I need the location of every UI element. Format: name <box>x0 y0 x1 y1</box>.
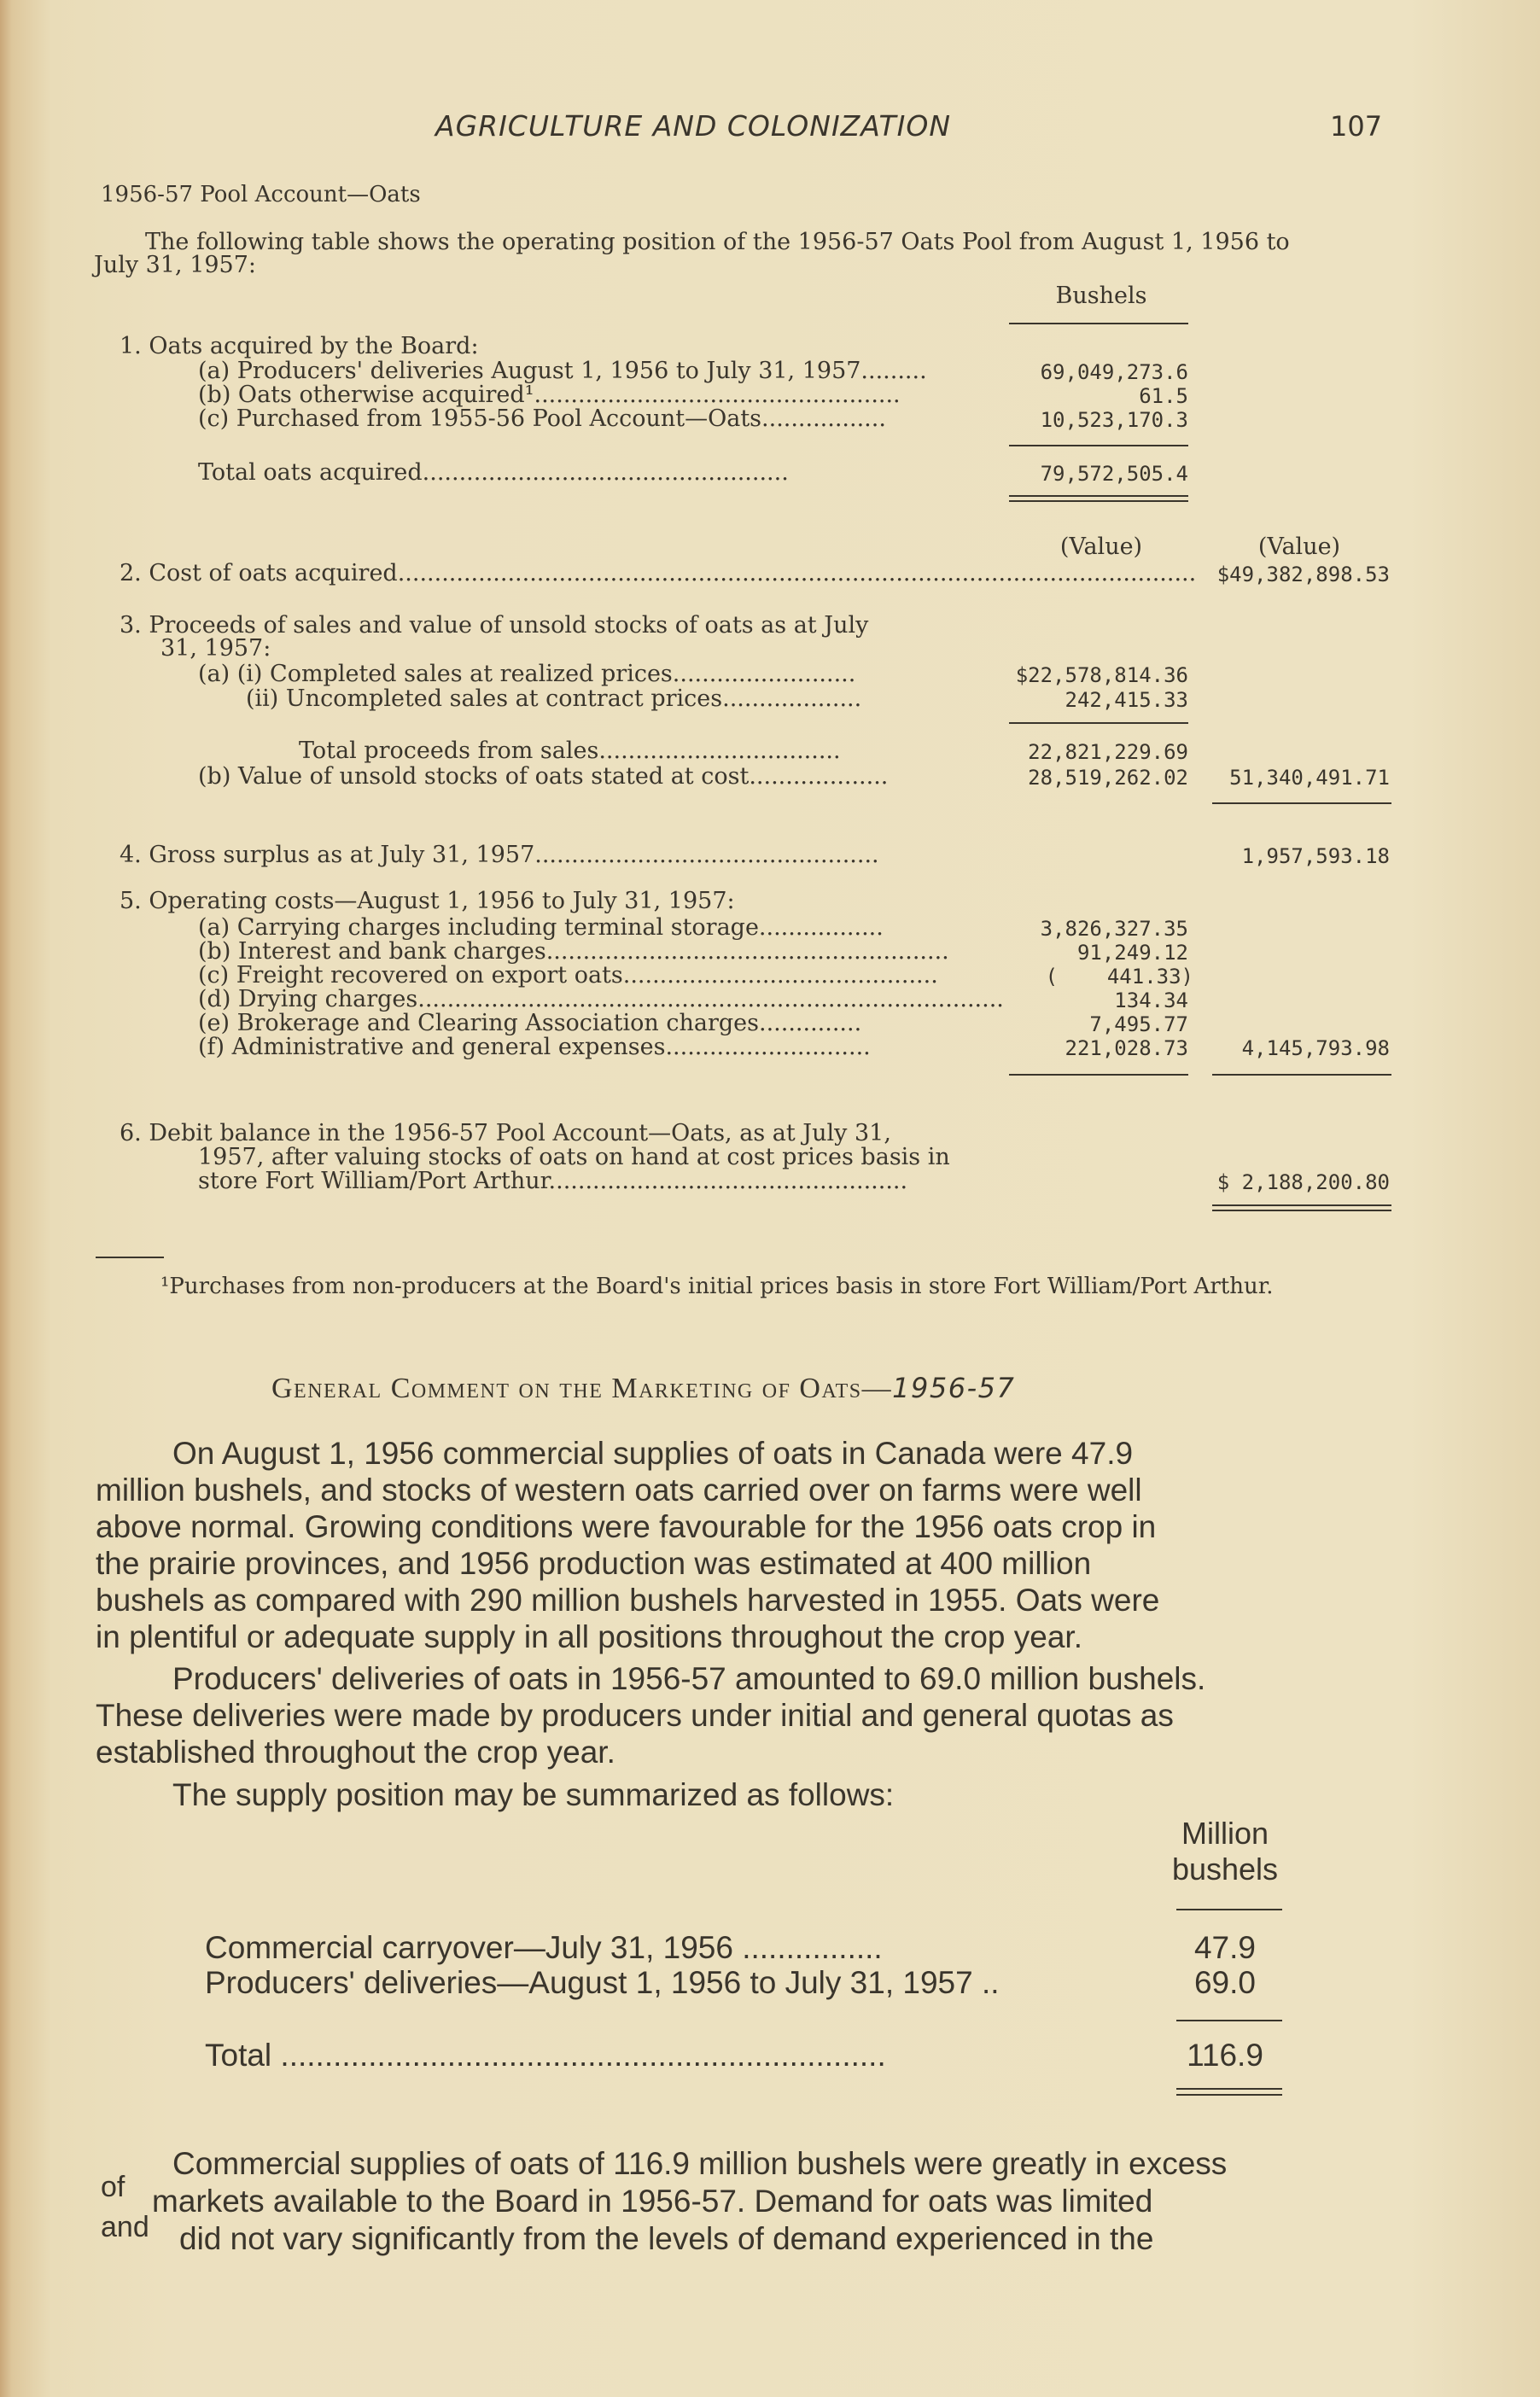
item3-aii-label: (ii) Uncompleted sales at contract prices................... <box>246 685 862 712</box>
col-header-bushels: Bushels <box>1055 283 1147 309</box>
item5-row-e-value: 7,495.77 <box>1089 1012 1188 1036</box>
para2-line2: These deliveries were made by producers under initial and general quotas as <box>96 1698 1174 1733</box>
item2-label: 2. Cost of oats acquired............................................................................................................. <box>120 560 1197 586</box>
item6-value: $ 2,188,200.80 <box>1216 1170 1390 1194</box>
para1-line2: million bushels, and stocks of western oats carried over on farms were well <box>96 1473 1142 1508</box>
para3: The supply position may be summarized as follows: <box>172 1777 895 1812</box>
item2-value: $49,382,898.53 <box>1216 563 1390 586</box>
item3-b-value: 28,519,262.02 <box>1028 766 1188 790</box>
running-header: AGRICULTURE AND COLONIZATION <box>435 109 952 143</box>
para1-line1: On August 1, 1956 commercial supplies of oats in Canada were 47.9 <box>172 1436 1134 1471</box>
rule <box>1009 495 1188 497</box>
supply-col-header-2: bushels <box>1171 1852 1279 1887</box>
item5-row-a-label: (a) Carrying charges including terminal storage................. <box>198 914 884 941</box>
rule <box>1009 445 1188 446</box>
item5-label: 5. Operating costs—August 1, 1956 to July 31, 1957: <box>120 888 735 914</box>
section-title: 1956-57 Pool Account—Oats <box>101 182 421 207</box>
item1-row-a-value: 69,049,273.6 <box>1040 360 1188 384</box>
item3-b-total: 51,340,491.71 <box>1229 766 1390 790</box>
item3-ai-value: $22,578,814.36 <box>1015 663 1188 687</box>
item3-b-label: (b) Value of unsold stocks of oats stated at cost................... <box>198 763 889 790</box>
para2-line1: Producers' deliveries of oats in 1956-57 amounted to 69.0 million bushels. <box>172 1661 1206 1696</box>
rule <box>1212 1210 1391 1211</box>
col-header-value-2: (Value) <box>1257 534 1341 560</box>
item3-label-line2: 31, 1957: <box>160 635 271 662</box>
para2-line3: established throughout the crop year. <box>96 1735 615 1770</box>
item5-row-f-value: 221,028.73 <box>1065 1036 1188 1060</box>
item5-row-e-label: (e) Brokerage and Clearing Association charges.............. <box>198 1010 862 1036</box>
intro-line-2: July 31, 1957: <box>94 252 257 278</box>
rule <box>1009 323 1188 324</box>
supply-row-2-label: Producers' deliveries—August 1, 1956 to July 31, 1957 .. <box>205 1965 1000 2000</box>
closing-margin-and: and <box>101 2211 149 2243</box>
item5-row-f-label: (f) Administrative and general expenses............................ <box>198 1034 871 1060</box>
item1-row-b-label: (b) Oats otherwise acquired¹.................................................. <box>198 382 901 408</box>
item5-row-c-label: (c) Freight recovered on export oats........................................... <box>198 962 938 989</box>
rule <box>1212 1074 1391 1076</box>
item3-total-label: Total proceeds from sales................................. <box>299 738 841 764</box>
page-number: 107 <box>1330 110 1383 143</box>
item3-aii-value: 242,415.33 <box>1065 688 1188 712</box>
para1-line6: in plentiful or adequate supply in all positions throughout the crop year. <box>96 1619 1082 1654</box>
rule <box>1212 802 1391 804</box>
closing-line2: markets available to the Board in 1956-57. Demand for oats was limited <box>152 2184 1153 2219</box>
supply-total-value: 116.9 <box>1187 2038 1263 2073</box>
rule <box>1009 722 1188 724</box>
item1-row-c-value: 10,523,170.3 <box>1040 408 1188 432</box>
para1-line5: bushels as compared with 290 million bushels harvested in 1955. Oats were <box>96 1583 1160 1618</box>
item3-ai-label: (a) (i) Completed sales at realized prices......................... <box>198 661 856 687</box>
item6-line2: 1957, after valuing stocks of oats on hand at cost prices basis in <box>198 1144 950 1170</box>
item1-row-c-label: (c) Purchased from 1955-56 Pool Account—Oats................. <box>198 405 886 432</box>
footnote: ¹Purchases from non-producers at the Board's initial prices basis in store Fort William/Port Arthur. <box>160 1274 1274 1299</box>
closing-line3: did not vary significantly from the levels of demand experienced in the <box>179 2221 1154 2256</box>
item5-row-d-label: (d) Drying charges................................................................................ <box>198 986 1004 1012</box>
item4-value: 1,957,593.18 <box>1241 844 1390 868</box>
item5-row-b-value: 91,249.12 <box>1076 941 1188 965</box>
item1-label: 1. Oats acquired by the Board: <box>120 333 479 359</box>
footnote-rule <box>96 1257 164 1258</box>
item5-row-b-label: (b) Interest and bank charges....................................................... <box>198 938 949 965</box>
item5-total: 4,145,793.98 <box>1241 1036 1390 1060</box>
rule <box>1176 2020 1282 2021</box>
supply-total-label: Total ..................................................................... <box>205 2038 886 2073</box>
item3-label-line1: 3. Proceeds of sales and value of unsold stocks of oats as at July <box>120 612 869 639</box>
supply-col-header-1: Million <box>1181 1816 1269 1851</box>
comment-heading-text: General Comment on the Marketing of Oats— <box>271 1373 893 1404</box>
col-header-value-1: (Value) <box>1059 534 1143 560</box>
item5-row-c-value: ( 441.33) <box>1045 965 1193 989</box>
para1-line4: the prairie provinces, and 1956 production was estimated at 400 million <box>96 1546 1092 1581</box>
comment-heading <box>271 1372 1015 1405</box>
rule <box>1176 2088 1282 2090</box>
closing-margin-of: of <box>101 2171 125 2203</box>
item1-row-a-label: (a) Producers' deliveries August 1, 1956 to July 31, 1957......... <box>198 358 927 384</box>
item3-total-value: 22,821,229.69 <box>1028 740 1188 764</box>
rule <box>1176 1909 1282 1910</box>
rule <box>1176 2094 1282 2096</box>
item1-total-value: 79,572,505.4 <box>1040 462 1188 486</box>
item5-row-d-value: 134.34 <box>1114 989 1188 1012</box>
rule <box>1009 1074 1188 1076</box>
item5-row-a-value: 3,826,327.35 <box>1040 917 1188 941</box>
rule <box>1009 500 1188 502</box>
item6-line1: 6. Debit balance in the 1956-57 Pool Account—Oats, as at July 31, <box>120 1120 891 1146</box>
rule <box>1212 1204 1391 1206</box>
item1-total-label: Total oats acquired.................................................. <box>198 459 789 486</box>
supply-row-1-label: Commercial carryover—July 31, 1956 ................ <box>205 1930 883 1965</box>
supply-row-2-value: 69.0 <box>1193 1965 1256 2000</box>
closing-line1: Commercial supplies of oats of 116.9 million bushels were greatly in excess <box>172 2146 1228 2181</box>
intro-line-1: The following table shows the operating position of the 1956-57 Oats Pool from August 1, 1956 to <box>145 229 1290 255</box>
item4-label: 4. Gross surplus as at July 31, 1957............................................... <box>120 842 879 868</box>
item6-line3: store Fort William/Port Arthur................................................. <box>198 1168 908 1194</box>
comment-heading-year: 1956-57 <box>892 1372 1016 1404</box>
para1-line3: above normal. Growing conditions were favourable for the 1956 oats crop in <box>96 1509 1157 1544</box>
item1-row-b-value: 61.5 <box>1139 384 1188 408</box>
supply-row-1-value: 47.9 <box>1193 1930 1256 1965</box>
